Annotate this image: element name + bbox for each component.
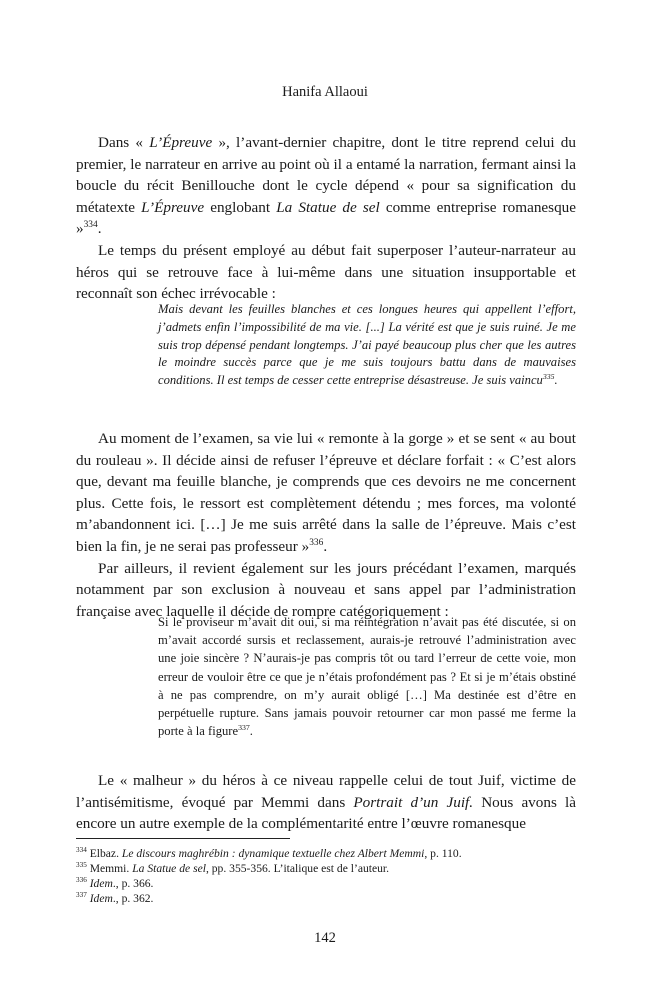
paragraph-2: Le temps du présent employé au début fait superposer l’auteur-narrateur au héros qui se retrouve face à lui-même dans une situation insupportable et reconnaît son échec irrévocable : xyxy=(76,241,576,303)
text-run: . xyxy=(97,220,102,238)
text-run: », l’avant-dernier chapitre, dont le titre reprend celui du premier, le narrateur en arrive au point où il a entamé la narration, fermant ainsi la boucle du récit Benillouche dont le cycle dépend « pour sa signification du métatexte xyxy=(76,134,576,216)
running-header: Hanifa Allaoui xyxy=(282,84,368,100)
text-run: Dans « xyxy=(98,134,150,151)
main-text-block-2 xyxy=(76,428,576,622)
italic-title: L’Épreuve xyxy=(141,198,205,216)
footnote-334 xyxy=(76,846,576,861)
footnote-separator xyxy=(76,838,290,839)
footnote-number: 334 xyxy=(76,846,87,855)
block-quote-1 xyxy=(158,301,576,390)
footnote-335 xyxy=(76,861,576,876)
footnote-ref-335[interactable]: 335 xyxy=(542,372,555,381)
footnote-rest: , p. 110. xyxy=(424,847,462,860)
footnote-title: Idem xyxy=(89,877,113,890)
footnote-author: Elbaz. xyxy=(89,847,122,860)
page-number: 142 xyxy=(314,930,336,946)
footnote-336 xyxy=(76,876,576,891)
footnote-337 xyxy=(76,891,576,906)
footnote-number: 337 xyxy=(76,891,87,900)
paragraph-5 xyxy=(76,770,576,835)
footnote-ref-337[interactable]: 337 xyxy=(238,723,250,733)
text-run: . xyxy=(554,373,558,388)
text-run: Au moment de l’examen, sa vie lui « remonte à la gorge » et se sent « au bout du rouleau ». Il décide ainsi de refuser l’épreuve et déclare forfait : « C’est alors que, devant ma feuille blanche, je comprends que ces devoirs ne me concernent plus. Cette fois, le ressort est complètement détendu ; mes forces, ma volonté m’abandonnent ici. […] Je me suis arrêté dans la salle de l’épreuve. Mais c’est bien la fin, je ne serai pas professeur » xyxy=(76,430,576,555)
text-run: Nous avons là encore un autre exemple de la complémentarité entre l’œuvre romanesque xyxy=(76,793,576,833)
main-text-block-1 xyxy=(76,132,576,305)
footnote-ref-336[interactable]: 336 xyxy=(309,537,324,548)
italic-title: La Statue de sel xyxy=(276,198,380,216)
text-run: . xyxy=(249,724,253,739)
quote-text: Si le proviseur m’avait dit oui, si ma réintégration n’avait pas été discutée, si on m’avait accordé sursis et reclassement, aurais-je retrouvé l’administration avec une joie sincère ? N’aurais-je pas compris tôt ou tard l’erreur de cette voie, mon erreur de vouloir être ce que je n’étais profondément pas ? Et si je m’étais obstiné à ne pas comprendre, on m’y aurait obligé […] Ma destinée est d’être en perpétuelle rupture. Sans jamais pouvoir retourner car mon passé me ferme la porte à la figure xyxy=(158,615,576,739)
paragraph-3 xyxy=(76,428,576,558)
footnotes xyxy=(76,846,576,906)
footnote-rest: ., p. 366. xyxy=(112,877,154,890)
text-run: comme entreprise romanesque » xyxy=(76,198,576,238)
footnote-title: Idem xyxy=(89,892,113,905)
footnote-title: La Statue de sel xyxy=(132,862,206,875)
paragraph-4: Par ailleurs, il revient également sur les jours précédant l’examen, marqués notamment par son exclusion à nouveau et sans appel par l’administration française avec laquelle il décide de rompre catégoriquement : xyxy=(76,559,576,620)
footnote-ref-334[interactable]: 334 xyxy=(83,220,98,231)
footnote-author: Memmi. xyxy=(89,862,133,875)
italic-title: Portrait d’un Juif. xyxy=(353,793,474,811)
block-quote-2 xyxy=(158,613,576,740)
text-run: Le « malheur » du héros à ce niveau rappelle celui de tout Juif, victime de l’antisémitisme, évoqué par Memmi dans xyxy=(76,772,576,811)
paragraph-1 xyxy=(76,132,576,240)
footnote-number: 335 xyxy=(76,861,87,870)
footnote-title: Le discours maghrébin : dynamique textuelle chez Albert Memmi xyxy=(121,847,425,860)
quote-text: Mais devant les feuilles blanches et ces longues heures qui appellent l’effort, j’admets enfin l’impossibilité de ma vie. [...] La vérité est que je suis ruiné. Je me suis trop dépensé pendant longtemps. J’ai payé beaucoup plus cher que les autres le moindre succès parce que je me suis toujours battu dans de mauvaises conditions. Il est temps de cesser cette entreprise désastreuse. Je suis vaincu xyxy=(158,302,576,388)
footnote-number: 336 xyxy=(76,876,87,885)
footnote-rest: , pp. 355-356. L’italique est de l’auteur. xyxy=(205,862,390,875)
main-text-block-3 xyxy=(76,770,576,835)
text-run: . xyxy=(323,537,328,555)
footnote-rest: ., p. 362. xyxy=(112,892,154,905)
text-run: englobant xyxy=(204,198,277,216)
italic-title: L’Épreuve xyxy=(149,134,213,151)
